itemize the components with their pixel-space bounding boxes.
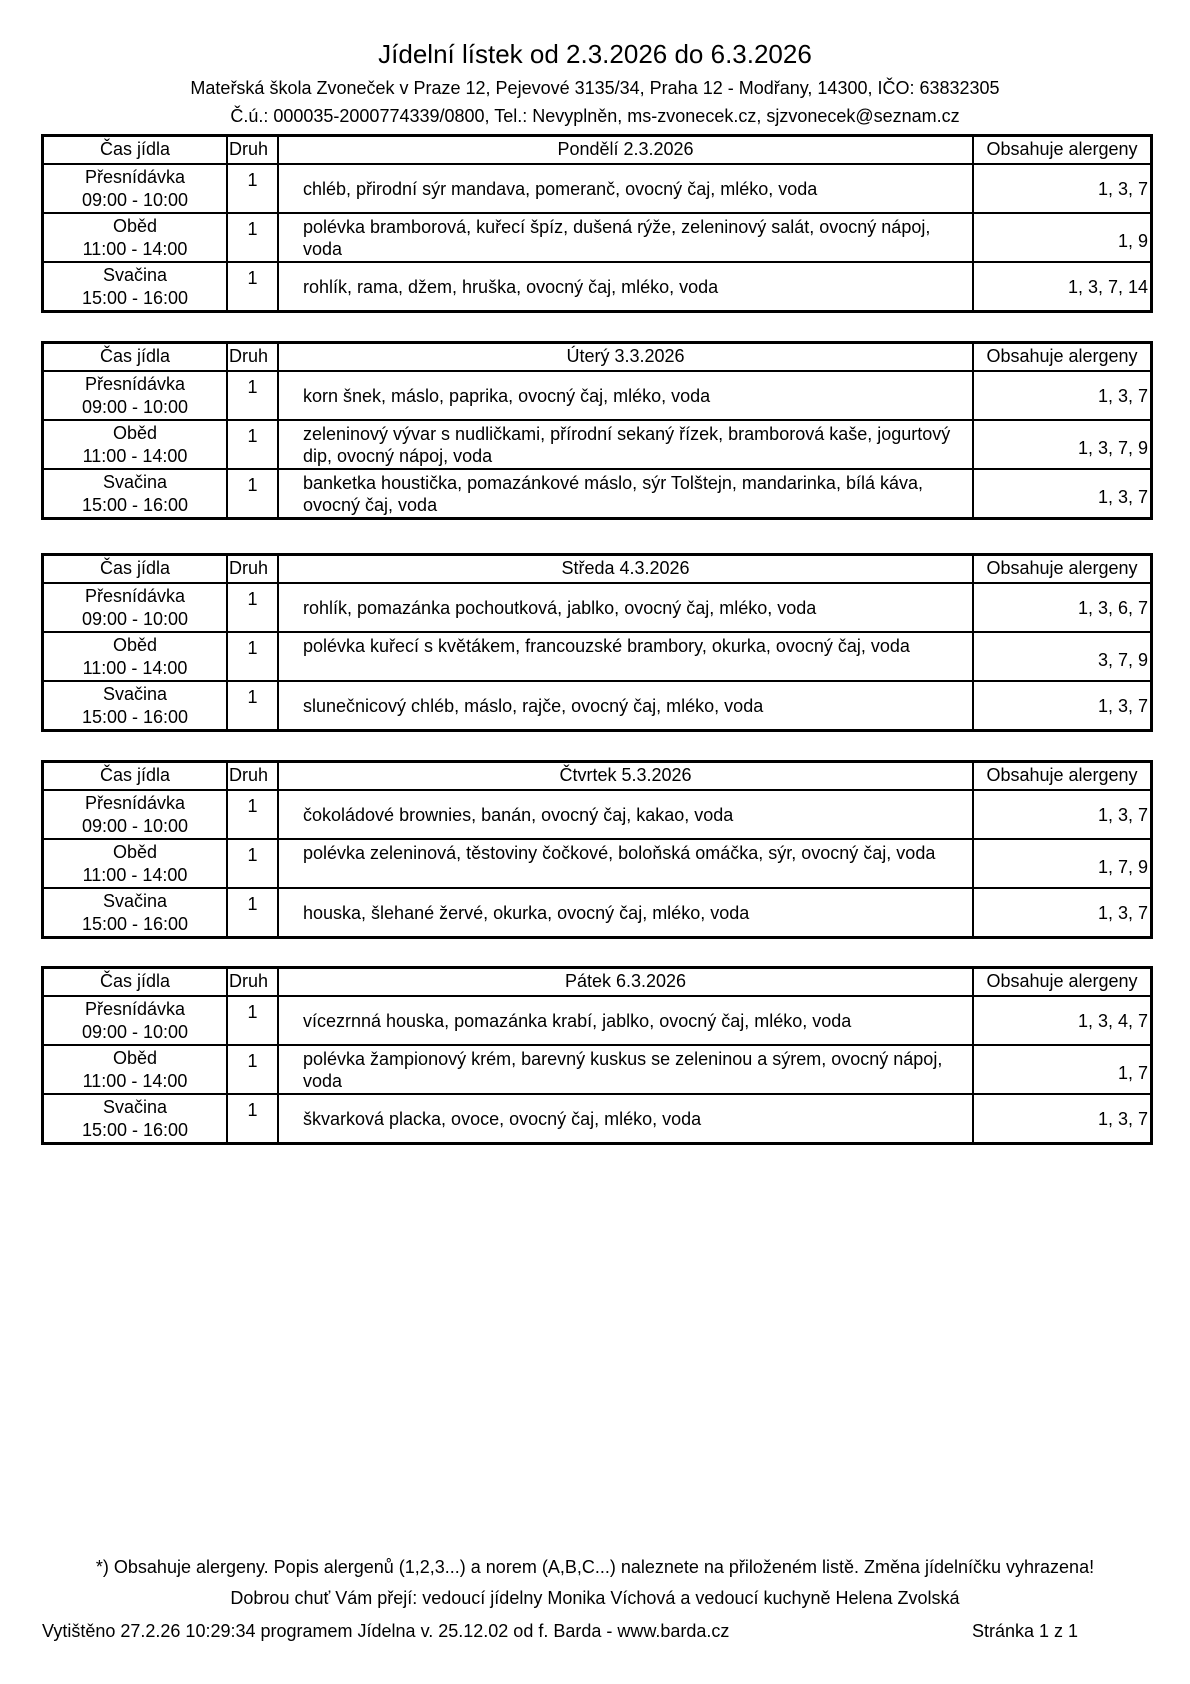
header-day: Úterý 3.3.2026	[279, 344, 974, 370]
meal-allergens-text: 1, 3, 7	[1097, 804, 1148, 825]
meal-kind: 1	[228, 421, 279, 468]
meal-allergens	[974, 889, 1150, 936]
meal-allergens-text: 3, 7, 9	[1097, 649, 1148, 670]
meal-kind: 1	[228, 997, 279, 1044]
meal-name: Přesnídávka	[84, 793, 186, 813]
meal-allergens-text: 1, 3, 7	[1097, 1108, 1148, 1129]
meal-name: Svačina	[102, 265, 168, 285]
meal-description	[279, 1046, 974, 1093]
meal-kind: 1	[228, 791, 279, 838]
meal-hours: 11:00 - 14:00	[82, 658, 188, 678]
header-kind: Druh	[228, 969, 279, 995]
meal-kind: 1	[228, 840, 279, 887]
meal-description	[279, 214, 974, 261]
meal-kind: 1	[228, 633, 279, 680]
meal-description	[279, 889, 974, 936]
table-header-row	[44, 763, 1150, 789]
meal-hours: 15:00 - 16:00	[81, 288, 189, 308]
table-row	[44, 680, 1150, 729]
meal-hours: 15:00 - 16:00	[81, 707, 189, 727]
meal-allergens	[974, 1046, 1150, 1093]
meal-allergens-text: 1, 3, 7	[1097, 486, 1148, 507]
meal-allergens-text: 1, 3, 6, 7	[1077, 597, 1148, 618]
meal-allergens	[974, 372, 1150, 419]
header-allergens: Obsahuje alergeny	[986, 139, 1138, 159]
meal-hours: 15:00 - 16:00	[81, 1120, 189, 1140]
meal-time	[44, 1046, 228, 1093]
meal-hours: 11:00 - 14:00	[82, 446, 188, 466]
meal-allergens-text: 1, 9	[1117, 230, 1148, 251]
school-address: Mateřská škola Zvoneček v Praze 12, Pejevové 3135/34, Praha 12 - Modřany, 14300, IČO: 63832305	[190, 78, 1000, 98]
table-row	[44, 887, 1150, 936]
meal-allergens	[974, 1095, 1150, 1142]
meal-description-text: rohlík, pomazánka pochoutková, jablko, ovocný čaj, mléko, voda	[303, 597, 817, 618]
meal-time	[44, 682, 228, 729]
table-row	[44, 838, 1150, 887]
meal-kind: 1	[228, 372, 279, 419]
meal-time	[44, 372, 228, 419]
meal-description-text: vícezrnná houska, pomazánka krabí, jablko, ovocný čaj, mléko, voda	[303, 1010, 852, 1031]
meal-allergens	[974, 633, 1150, 680]
table-header-row	[44, 556, 1150, 582]
meal-description-text: banketka houstička, pomazánkové máslo, sýr Tolštejn, mandarinka, bílá káva, ovocný čaj, voda	[303, 473, 923, 515]
meal-hours: 11:00 - 14:00	[82, 239, 188, 259]
meal-time	[44, 997, 228, 1044]
meal-kind: 1	[228, 263, 279, 310]
meal-allergens-text: 1, 3, 7	[1097, 385, 1148, 406]
table-header-row	[44, 969, 1150, 995]
meal-time	[44, 214, 228, 261]
header-meal-time: Čas jídla	[44, 969, 228, 995]
meal-name: Oběd	[112, 423, 158, 443]
meal-kind: 1	[228, 165, 279, 212]
meal-allergens-text: 1, 3, 7, 9	[1077, 437, 1148, 458]
meal-name: Přesnídávka	[84, 167, 186, 187]
meal-description	[279, 421, 974, 468]
header-allergens: Obsahuje alergeny	[986, 765, 1138, 785]
table-row	[44, 1093, 1150, 1142]
table-row	[44, 582, 1150, 631]
meal-allergens	[974, 421, 1150, 468]
meal-hours: 09:00 - 10:00	[81, 190, 189, 210]
day-table-friday	[41, 966, 1153, 1145]
meal-description	[279, 997, 974, 1044]
page-number: Stránka 1 z 1	[972, 1621, 1079, 1641]
meal-name: Oběd	[112, 635, 158, 655]
header-meal-time: Čas jídla	[44, 344, 228, 370]
meal-description-text: chléb, přirodní sýr mandava, pomeranč, ovocný čaj, mléko, voda	[303, 178, 818, 199]
meal-time	[44, 791, 228, 838]
meal-hours: 09:00 - 10:00	[81, 609, 189, 629]
header-day: Pátek 6.3.2026	[279, 969, 974, 995]
meal-time	[44, 470, 228, 517]
meal-description	[279, 263, 974, 310]
school-contact: Č.ú.: 000035-2000774339/0800, Tel.: Nevyplněn, ms-zvonecek.cz, sjzvonecek@seznam.cz	[230, 106, 960, 126]
meal-description-text: čokoládové brownies, banán, ovocný čaj, kakao, voda	[303, 804, 734, 825]
table-row	[44, 370, 1150, 419]
meal-name: Svačina	[102, 684, 168, 704]
meal-description	[279, 1095, 974, 1142]
table-row	[44, 261, 1150, 310]
header-meal-time: Čas jídla	[44, 763, 228, 789]
meal-kind: 1	[228, 214, 279, 261]
meal-time	[44, 840, 228, 887]
header-kind: Druh	[228, 344, 279, 370]
meal-allergens-text: 1, 3, 4, 7	[1077, 1010, 1148, 1031]
meal-description	[279, 633, 974, 680]
day-table-wednesday	[41, 553, 1153, 732]
meal-allergens-text: 1, 3, 7	[1097, 178, 1148, 199]
table-row	[44, 995, 1150, 1044]
table-row	[44, 163, 1150, 212]
meal-time	[44, 1095, 228, 1142]
meal-name: Oběd	[112, 842, 158, 862]
table-row	[44, 631, 1150, 680]
meal-allergens-text: 1, 3, 7	[1097, 695, 1148, 716]
day-table-thursday	[41, 760, 1153, 939]
header-allergens: Obsahuje alergeny	[986, 558, 1138, 578]
header-kind: Druh	[228, 137, 279, 163]
meal-allergens	[974, 682, 1150, 729]
meal-description-text: zeleninový vývar s nudličkami, přírodní sekaný řízek, bramborová kaše, jogurtový dip, ovocný nápoj, voda	[303, 424, 951, 466]
table-header-row	[44, 137, 1150, 163]
meal-description-text: houska, šlehané žervé, okurka, ovocný čaj, mléko, voda	[303, 902, 750, 923]
meal-description	[279, 840, 974, 887]
meal-time	[44, 584, 228, 631]
header-day: Čtvrtek 5.3.2026	[279, 763, 974, 789]
meal-description	[279, 791, 974, 838]
meal-description-text: polévka žampionový krém, barevný kuskus se zeleninou a sýrem, ovocný nápoj, voda	[303, 1049, 943, 1091]
meal-kind: 1	[228, 470, 279, 517]
header-day: Pondělí 2.3.2026	[279, 137, 974, 163]
meal-name: Přesnídávka	[84, 374, 186, 394]
meal-description-text: slunečnicový chléb, máslo, rajče, ovocný čaj, mléko, voda	[303, 695, 764, 716]
meal-time	[44, 263, 228, 310]
header-meal-time: Čas jídla	[44, 137, 228, 163]
meal-hours: 15:00 - 16:00	[81, 495, 189, 515]
meal-name: Přesnídávka	[84, 999, 186, 1019]
allergen-note: *) Obsahuje alergeny. Popis alergenů (1,2,3...) a norem (A,B,C...) naleznete na přiloženém listě. Změna jídelníčku vyhrazena!	[95, 1557, 1095, 1577]
meal-hours: 11:00 - 14:00	[82, 865, 188, 885]
meal-allergens	[974, 470, 1150, 517]
meal-kind: 1	[228, 682, 279, 729]
meal-allergens	[974, 214, 1150, 261]
meal-name: Svačina	[102, 472, 168, 492]
meal-kind: 1	[228, 1046, 279, 1093]
meal-hours: 09:00 - 10:00	[81, 816, 189, 836]
meal-name: Svačina	[102, 1097, 168, 1117]
header-allergens: Obsahuje alergeny	[986, 346, 1138, 366]
table-header-row	[44, 344, 1150, 370]
meal-description-text: rohlík, rama, džem, hruška, ovocný čaj, mléko, voda	[303, 276, 719, 297]
meal-hours: 15:00 - 16:00	[81, 914, 189, 934]
print-info: Vytištěno 27.2.26 10:29:34 programem Jídelna v. 25.12.02 od f. Barda - www.barda.cz	[42, 1621, 730, 1641]
meal-hours: 09:00 - 10:00	[81, 1022, 189, 1042]
meal-hours: 11:00 - 14:00	[82, 1071, 188, 1091]
header-kind: Druh	[228, 763, 279, 789]
table-row	[44, 1044, 1150, 1093]
table-row	[44, 789, 1150, 838]
meal-kind: 1	[228, 584, 279, 631]
meal-hours: 09:00 - 10:00	[81, 397, 189, 417]
table-row	[44, 419, 1150, 468]
meal-description	[279, 584, 974, 631]
meal-description-text: polévka zeleninová, těstoviny čočkové, boloňská omáčka, sýr, ovocný čaj, voda	[303, 843, 936, 863]
meal-time	[44, 889, 228, 936]
meal-allergens-text: 1, 3, 7	[1097, 902, 1148, 923]
meal-description-text: korn šnek, máslo, paprika, ovocný čaj, mléko, voda	[303, 385, 711, 406]
meal-allergens-text: 1, 7	[1117, 1062, 1148, 1083]
meal-description	[279, 470, 974, 517]
meal-name: Oběd	[112, 216, 158, 236]
table-row	[44, 212, 1150, 261]
header-meal-time: Čas jídla	[44, 556, 228, 582]
meal-description	[279, 165, 974, 212]
meal-time	[44, 633, 228, 680]
meal-name: Přesnídávka	[84, 586, 186, 606]
meal-name: Svačina	[102, 891, 168, 911]
menu-title: Jídelní lístek od 2.3.2026 do 6.3.2026	[378, 39, 812, 69]
day-table-monday	[41, 134, 1153, 313]
meal-allergens	[974, 263, 1150, 310]
meal-description-text: polévka kuřecí s květákem, francouzské brambory, okurka, ovocný čaj, voda	[303, 636, 910, 656]
header-day: Středa 4.3.2026	[279, 556, 974, 582]
meal-allergens	[974, 840, 1150, 887]
meal-kind: 1	[228, 889, 279, 936]
greeting: Dobrou chuť Vám přejí: vedoucí jídelny Monika Víchová a vedoucí kuchyně Helena Zvolská	[230, 1588, 960, 1608]
meal-allergens-text: 1, 3, 7, 14	[1067, 276, 1148, 297]
meal-time	[44, 165, 228, 212]
meal-allergens-text: 1, 7, 9	[1097, 856, 1148, 877]
meal-description	[279, 372, 974, 419]
day-table-tuesday	[41, 341, 1153, 520]
table-row	[44, 468, 1150, 517]
meal-name: Oběd	[112, 1048, 158, 1068]
meal-description	[279, 682, 974, 729]
meal-description-text: škvarková placka, ovoce, ovocný čaj, mléko, voda	[303, 1108, 702, 1129]
meal-allergens	[974, 165, 1150, 212]
meal-description-text: polévka bramborová, kuřecí špíz, dušená rýže, zeleninový salát, ovocný nápoj, voda	[303, 217, 931, 259]
meal-allergens	[974, 584, 1150, 631]
header-kind: Druh	[228, 556, 279, 582]
header-allergens: Obsahuje alergeny	[986, 971, 1138, 991]
meal-time	[44, 421, 228, 468]
meal-allergens	[974, 791, 1150, 838]
meal-allergens	[974, 997, 1150, 1044]
meal-kind: 1	[228, 1095, 279, 1142]
